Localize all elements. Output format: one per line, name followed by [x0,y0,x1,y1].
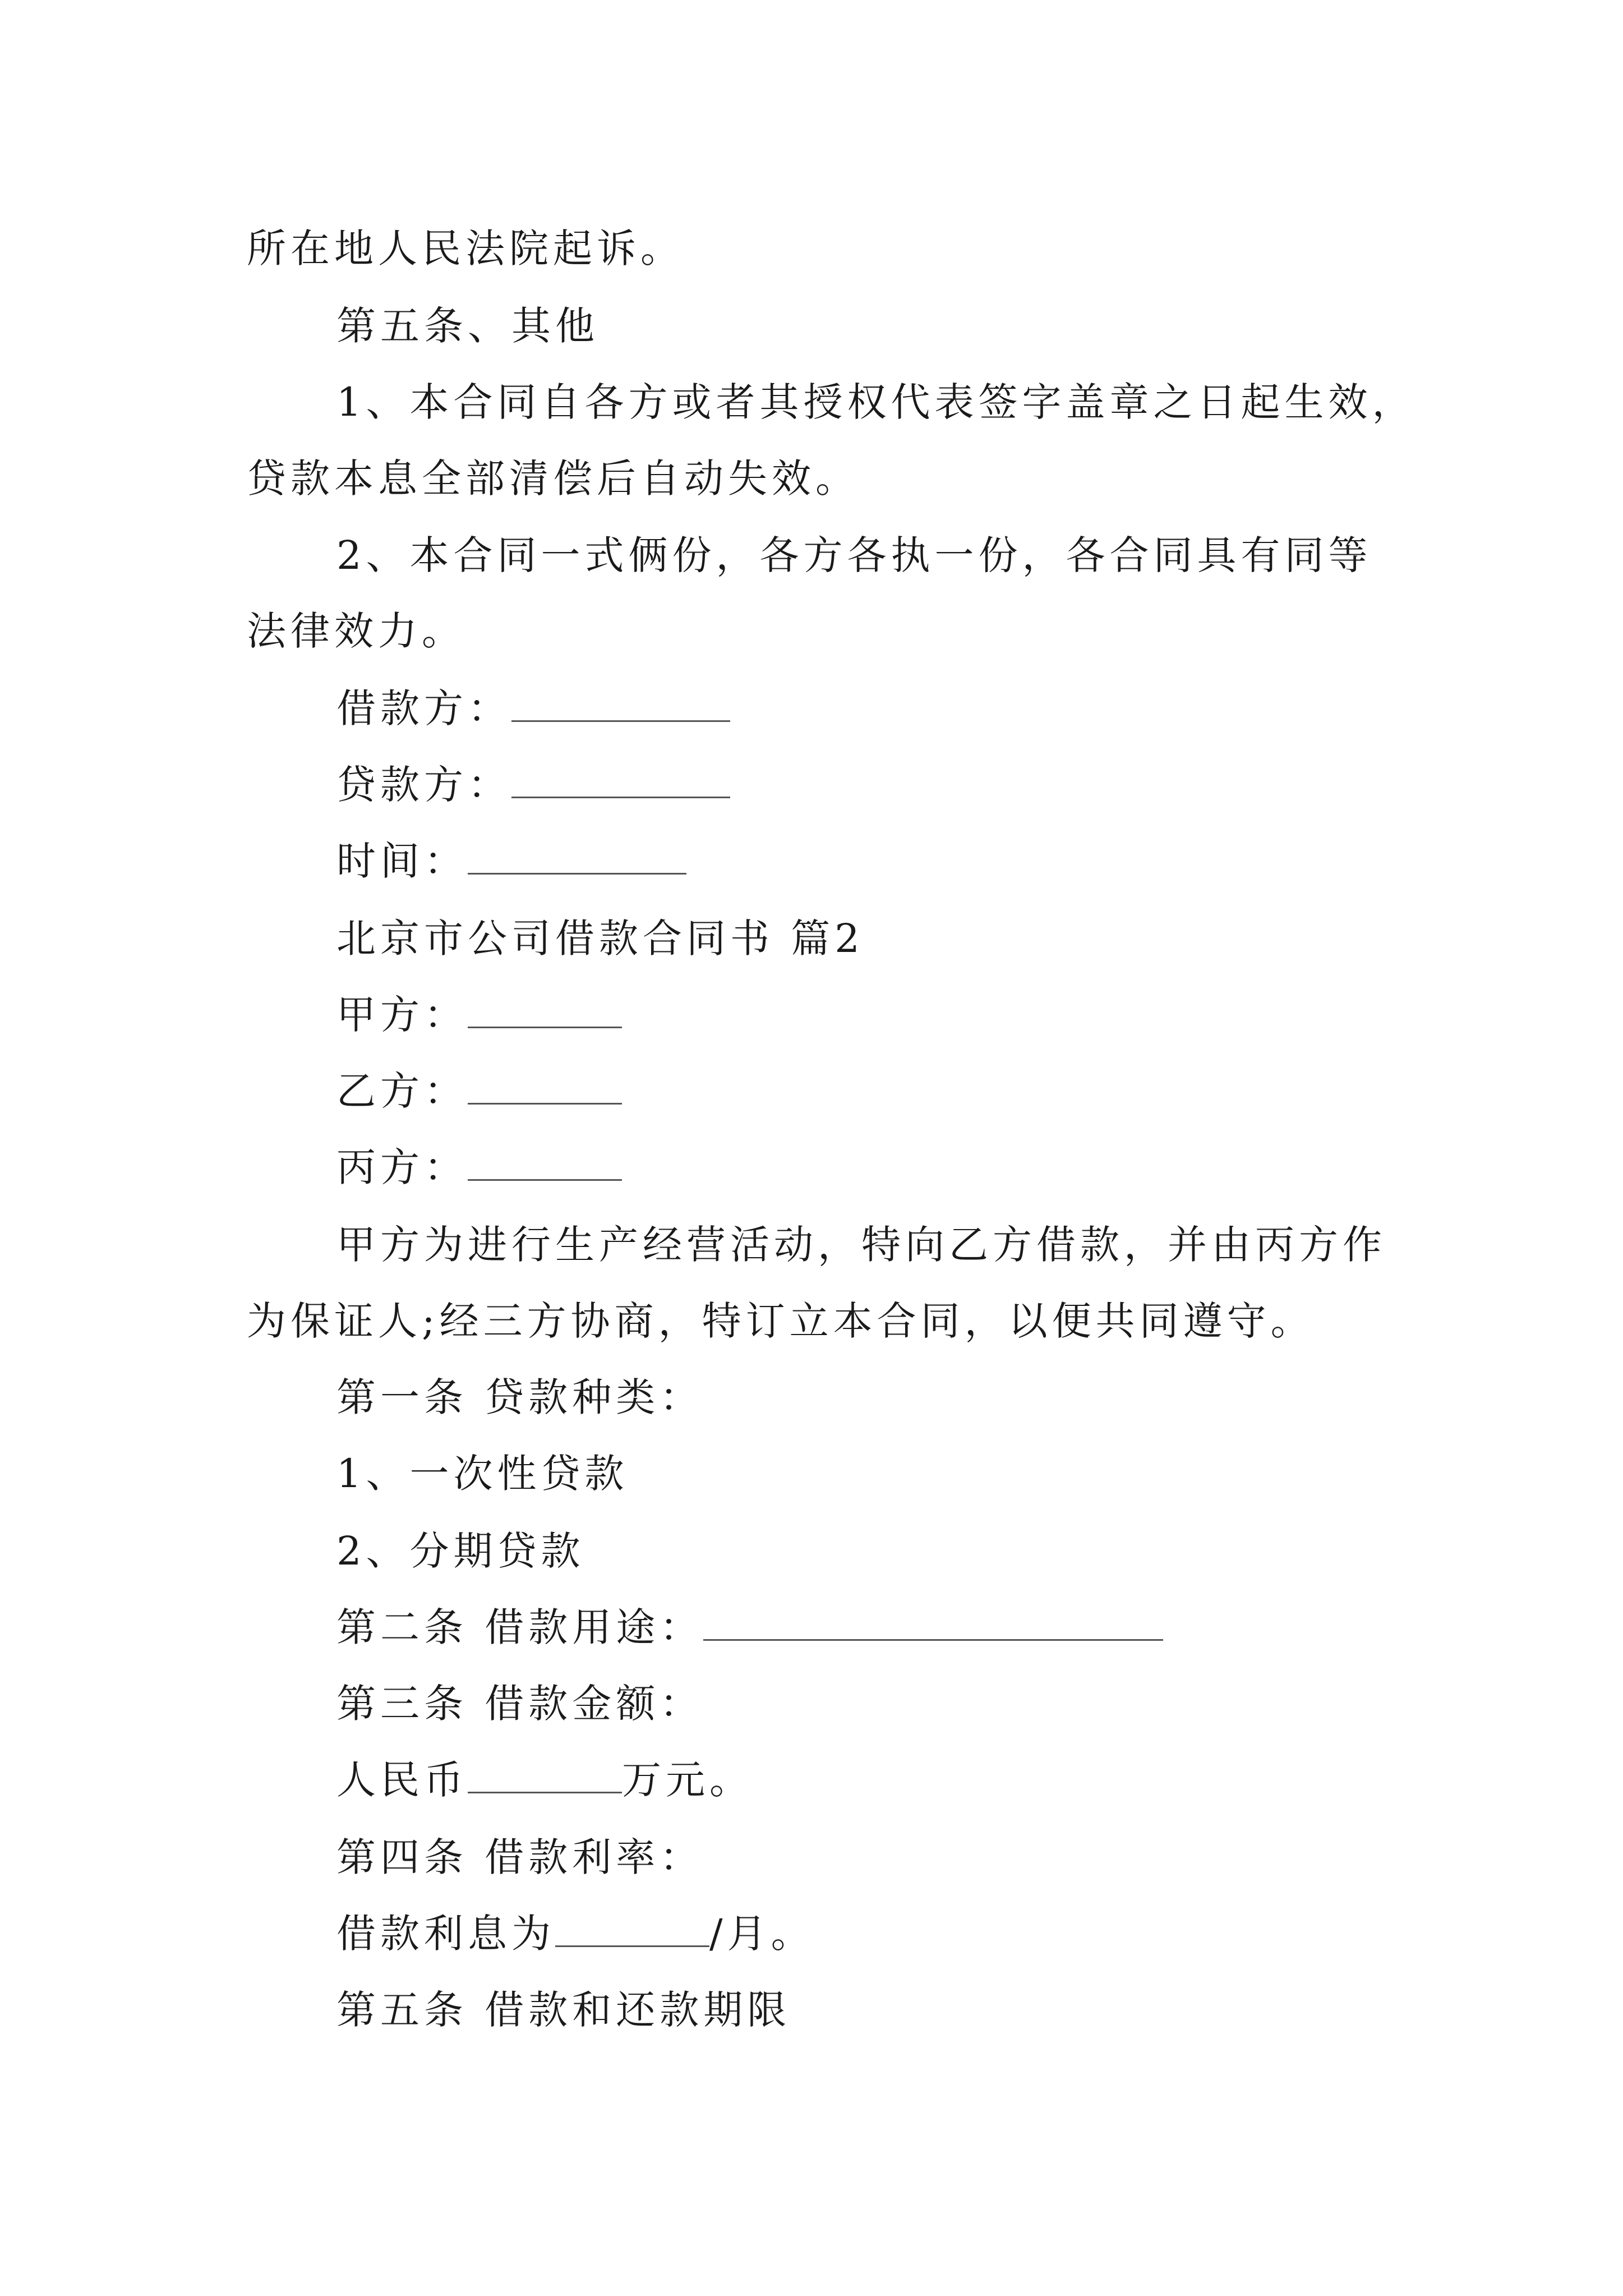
lender-blank [511,792,730,798]
text-line: 1、一次性贷款 [336,1451,629,1497]
text-line: 2、分期贷款 [336,1528,585,1574]
text-line: 为保证人;经三方协商，特订立本合同，以便共同遵守。 [247,1298,1315,1344]
currency-label: 人民币 [336,1757,468,1803]
date-signature-line [336,838,686,884]
loan-purpose-blank [703,1635,1163,1641]
party-c-blank [468,1175,622,1181]
interest-unit: /月。 [709,1911,815,1957]
party-c-line [336,1144,622,1190]
party-a-blank [468,1022,622,1028]
section-heading: 第五条、其他 [336,303,599,349]
date-label: 时间： [336,838,468,884]
borrower-label: 借款方： [336,685,511,731]
contract-title: 北京市公司借款合同书 篇2 [336,915,864,961]
party-a-label: 甲方： [336,992,468,1038]
interest-line [336,1911,815,1957]
article-heading: 第五条 借款和还款期限 [336,1987,791,2033]
party-a-line [336,992,622,1038]
party-b-label: 乙方： [336,1068,468,1114]
text-line: 2、本合同一式俩份，各方各执一份，各合同具有同等 [336,532,1372,578]
article-heading: 第四条 借款利率： [336,1834,704,1880]
text-line: 甲方为进行生产经营活动，特向乙方借款，并由丙方作 [336,1222,1386,1268]
lender-signature-line [336,762,730,808]
text-line: 1、本合同自各方或者其授权代表签字盖章之日起生效， [336,379,1416,425]
borrower-signature-line [336,685,730,731]
text-line: 贷款本息全部清偿后自动失效。 [247,455,859,501]
text-line: 所在地人民法院起诉。 [247,226,684,272]
party-b-line [336,1068,622,1114]
article-heading: 第三条 借款金额： [336,1681,704,1727]
text-line: 法律效力。 [247,608,465,654]
loan-purpose-label: 第二条 借款用途： [336,1604,704,1650]
unit-label: 万元。 [622,1757,753,1803]
date-blank [468,868,686,875]
lender-label: 贷款方： [336,762,511,808]
borrower-blank [511,716,730,722]
interest-label: 借款利息为 [336,1911,555,1957]
interest-blank [555,1941,709,1947]
loan-amount-line [336,1757,753,1803]
article-heading: 第一条 贷款种类： [336,1374,704,1420]
loan-purpose-line [336,1604,1163,1650]
amount-blank [468,1787,622,1793]
party-b-blank [468,1098,622,1105]
party-c-label: 丙方： [336,1144,468,1190]
